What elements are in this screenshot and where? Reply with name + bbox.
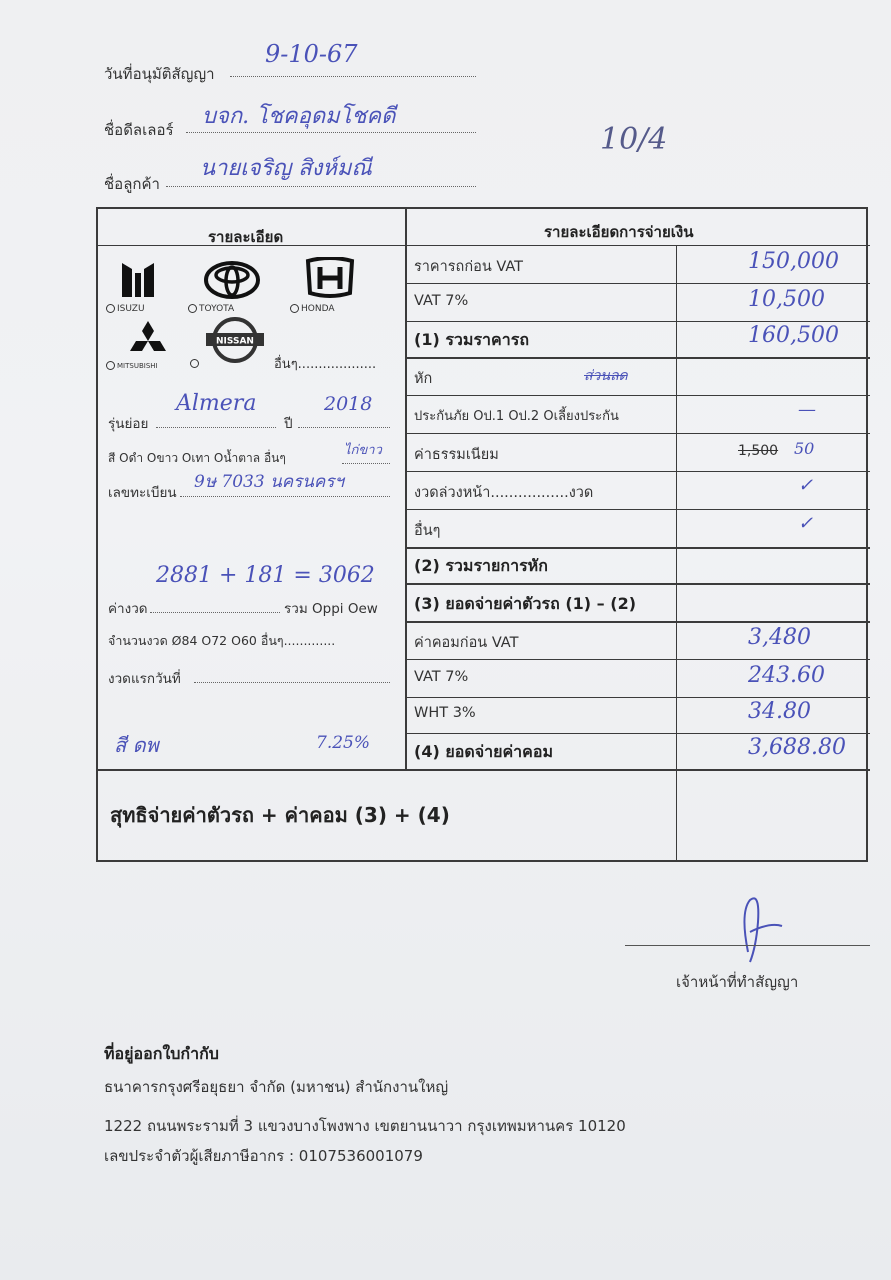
payment-row-label: งวดล่วงหน้า.................งวด: [414, 485, 594, 501]
payment-row-value: 1,500: [738, 443, 779, 459]
installment-line: [150, 612, 280, 613]
payment-row-label: ราคารถก่อน VAT: [414, 259, 523, 275]
honda-logo-icon: [304, 257, 356, 303]
payment-row-value: 10,500: [748, 287, 825, 312]
signature-label: เจ้าหน้าที่ทำสัญญา: [676, 973, 799, 991]
approve-date-value: 9-10-67: [265, 40, 358, 68]
approve-date-line: [230, 76, 476, 77]
color-label: สี Oดำ Oขาว Oเทา Oน้ำตาล อื่นๆ: [108, 451, 286, 465]
payment-row-rule: [405, 659, 870, 660]
payment-row-label: อื่นๆ: [414, 523, 441, 539]
footer-line2: 1222 ถนนพระรามที่ 3 แขวงบางโพงพาง เขตยานนาวา กรุงเทพมหานคร 10120: [104, 1117, 626, 1135]
payment-row-rule: [405, 733, 870, 734]
payment-row-rule: [405, 321, 870, 322]
payment-row-value: 3,480: [748, 625, 811, 650]
plate-value: 9ษ 7033 นครนครฯ: [194, 472, 344, 492]
signature-line: [625, 945, 870, 946]
net-label: สุทธิจ่ายค่าตัวรถ + ค่าคอม (3) + (4): [110, 803, 450, 827]
payment-row-rule: [405, 583, 870, 585]
installment-value: 2881 + 181 = 3062: [156, 563, 375, 588]
payment-row-label: (1) รวมราคารถ: [414, 330, 529, 349]
color-value: ไก่ขาว: [344, 443, 382, 458]
brand-toyota[interactable]: TOYOTA: [188, 304, 234, 314]
year-value: 2018: [324, 393, 373, 415]
note-mark: 10/4: [600, 122, 668, 157]
color-line: [342, 463, 390, 464]
brand-honda[interactable]: HONDA: [290, 304, 335, 314]
payment-row-label: WHT 3%: [414, 705, 476, 721]
left-title: รายละเอียด: [208, 228, 284, 246]
payment-row-label: (4) ยอดจ่ายค่าคอม: [414, 742, 553, 761]
first-date-label: งวดแรกวันที่: [108, 671, 181, 687]
payment-row-rule: [405, 433, 870, 434]
payment-row-rule: [405, 509, 870, 510]
year-label: ปี: [284, 416, 293, 432]
net-rule: [98, 769, 870, 771]
dealer-label: ชื่อดีลเลอร์: [104, 121, 174, 139]
payment-row-rule: [405, 395, 870, 396]
payment-row-label: VAT 7%: [414, 293, 469, 309]
payment-row-label: (3) ยอดจ่ายค่าตัวรถ (1) – (2): [414, 594, 637, 613]
payment-row-value: 243.60: [748, 663, 825, 688]
payment-row-rule: [405, 357, 870, 359]
footer-line1: ธนาคารกรุงศรีอยุธยา จำกัด (มหาชน) สำนักงานใหญ่: [104, 1078, 449, 1096]
customer-label: ชื่อลูกค้า: [104, 175, 160, 193]
brand-mitsubishi[interactable]: MITSUBISHI: [106, 361, 158, 371]
model-label: รุ่นย่อย: [108, 416, 149, 432]
isuzu-logo-icon: [120, 259, 156, 303]
payment-row-value: 34.80: [748, 699, 811, 724]
svg-text:NISSAN: NISSAN: [216, 336, 254, 347]
year-line: [298, 427, 390, 428]
dealer-value: บจก. โชคอุดมโชคดี: [202, 104, 396, 129]
model-line: [156, 427, 276, 428]
model-value: Almera: [176, 391, 257, 416]
payment-row-label: VAT 7%: [414, 669, 469, 685]
payment-row-label: ค่าธรรมเนียม: [414, 447, 499, 463]
payment-form: [96, 207, 868, 862]
brand-nissan-radio[interactable]: [190, 359, 201, 369]
struck-discount: ส่วนลด: [584, 368, 628, 384]
divider-main: [405, 209, 407, 769]
payment-row-value: ✓: [798, 513, 814, 534]
approve-date-label: วันที่อนุมัติสัญญา: [104, 65, 215, 83]
payment-row-rule: [405, 621, 870, 623]
signature-mark: [730, 892, 790, 976]
header-rule-right: [405, 245, 870, 246]
payment-row-rule: [405, 471, 870, 472]
terms-label[interactable]: จำนวนงวด Ø84 O72 O60 อื่นๆ.............: [108, 633, 336, 648]
footer-heading: ที่อยู่ออกใบกำกับ: [104, 1044, 219, 1063]
note-left: สี ดพ: [114, 733, 159, 757]
payment-row-rule: [405, 697, 870, 698]
mitsubishi-logo-icon: [126, 319, 170, 363]
payment-row-label: หัก: [414, 371, 433, 387]
toyota-logo-icon: [204, 261, 260, 303]
rate-value: 7.25%: [316, 733, 371, 753]
customer-value: นายเจริญ สิงห์มณี: [200, 156, 372, 181]
right-title: รายละเอียดการจ่ายเงิน: [544, 223, 694, 241]
payment-row-value: 160,500: [748, 323, 839, 348]
footer-line3: เลขประจำตัวผู้เสียภาษีอากร : 0107536001079: [104, 1147, 423, 1165]
plate-label: เลขทะเบียน: [108, 485, 177, 501]
fee-extra-value: 50: [794, 439, 815, 458]
payment-row-rule: [405, 547, 870, 549]
payment-row-value: ✓: [798, 475, 814, 496]
payment-row-value: 3,688.80: [748, 735, 846, 760]
payment-row-label: ค่าคอมก่อน VAT: [414, 635, 519, 651]
payment-row-label: ประกันภัย Oป.1 Oป.2 Oเลี้ยงประกัน: [414, 409, 619, 424]
plate-line: [180, 496, 390, 497]
payment-row-label: (2) รวมรายการหัก: [414, 556, 548, 575]
brand-isuzu[interactable]: ISUZU: [106, 304, 145, 314]
brand-other: อื่นๆ...................: [274, 357, 377, 372]
customer-line: [166, 186, 476, 187]
installment-label: ค่างวด: [108, 601, 148, 617]
first-date-line: [194, 682, 390, 683]
payment-row-value: 150,000: [748, 249, 839, 274]
payment-row-value: —: [798, 399, 816, 420]
payment-row-rule: [405, 283, 870, 284]
nissan-logo-icon: [206, 315, 264, 369]
installment-total: รวม Oppi Oew: [284, 601, 378, 617]
